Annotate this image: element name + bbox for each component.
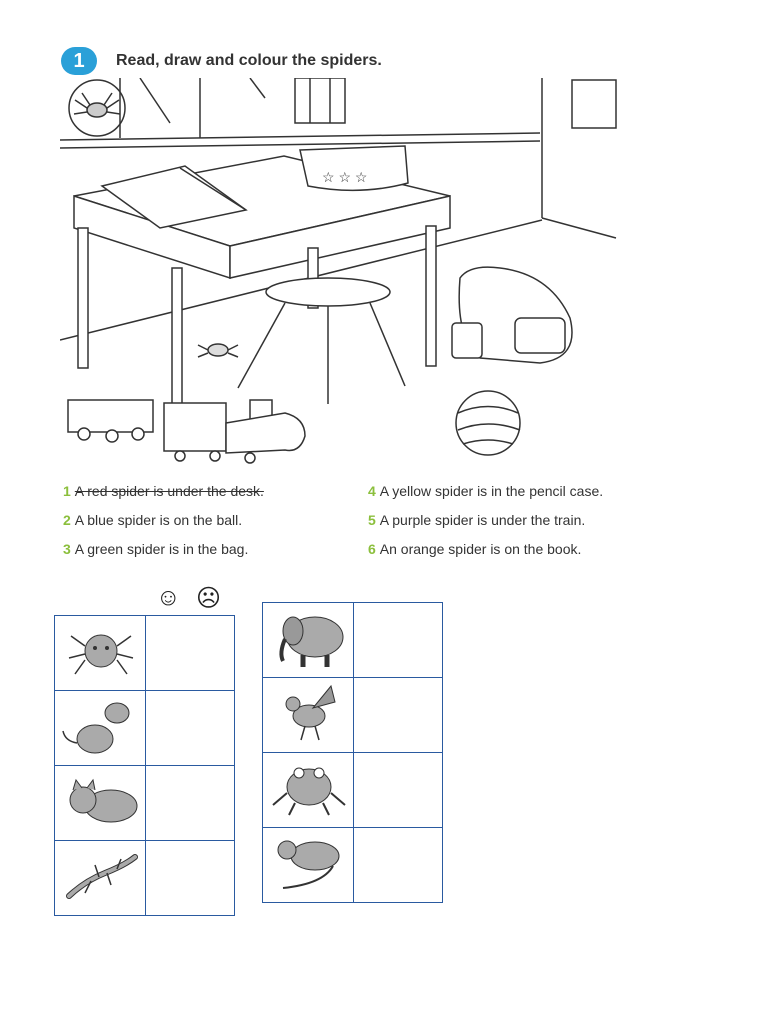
animals-table-right — [262, 602, 443, 903]
happy-face-icon: ☺ — [156, 584, 181, 611]
table-row — [263, 828, 443, 903]
bag-drawing — [452, 267, 572, 363]
sentence-number: 6 — [368, 541, 376, 557]
elephant-picture-cell — [263, 603, 354, 678]
animals-table-left — [54, 615, 235, 916]
sentence-3 — [63, 541, 248, 557]
table-row — [55, 766, 235, 841]
lizard-picture-cell — [55, 841, 146, 916]
bird-icon — [263, 678, 353, 747]
sentence-number: 5 — [368, 512, 376, 528]
table-row — [55, 616, 235, 691]
sentence-text: A blue spider is on the ball. — [74, 512, 243, 528]
stool-drawing — [238, 278, 405, 404]
dog-picture-cell — [55, 691, 146, 766]
spider-icon — [55, 616, 145, 685]
frog-picture-cell — [263, 753, 354, 828]
frog-icon — [263, 753, 353, 822]
sentence-number: 2 — [63, 512, 71, 528]
sentence-6 — [368, 541, 581, 557]
dog-icon — [55, 691, 145, 760]
cat-icon — [55, 766, 145, 835]
sad-face-icon: ☹ — [196, 585, 222, 612]
answer-cell[interactable] — [146, 616, 235, 691]
sentence-number: 3 — [63, 541, 71, 557]
answer-cell[interactable] — [354, 603, 443, 678]
table-row — [55, 841, 235, 916]
answer-cell[interactable] — [146, 691, 235, 766]
spider-picture-cell — [55, 616, 146, 691]
rat-picture-cell — [263, 828, 354, 903]
sentence-number: 1 — [63, 483, 71, 499]
spider-circle-icon — [69, 80, 125, 136]
task-number-badge: 1 — [61, 47, 97, 75]
table-row — [55, 691, 235, 766]
sentence-2 — [63, 512, 242, 528]
sentence-text: A green spider is in the bag. — [74, 541, 249, 557]
answer-cell[interactable] — [354, 828, 443, 903]
pencil-case-drawing — [300, 146, 408, 190]
room-illustration — [60, 78, 620, 470]
table-row — [263, 603, 443, 678]
bird-picture-cell — [263, 678, 354, 753]
lizard-icon — [55, 841, 145, 910]
sentence-5 — [368, 512, 585, 528]
sentence-1 — [63, 483, 264, 499]
answer-cell[interactable] — [146, 766, 235, 841]
answer-cell[interactable] — [146, 841, 235, 916]
elephant-icon — [263, 603, 353, 672]
table-row — [263, 678, 443, 753]
sentence-4 — [368, 483, 603, 499]
train-drawing — [68, 400, 305, 463]
cat-picture-cell — [55, 766, 146, 841]
rat-icon — [263, 828, 353, 897]
table-row — [263, 753, 443, 828]
answer-cell[interactable] — [354, 753, 443, 828]
sentence-number: 4 — [368, 483, 376, 499]
sentence-text: A purple spider is under the train. — [379, 512, 586, 528]
task-title: Read, draw and colour the spiders. — [116, 52, 382, 69]
red-spider-drawing — [198, 344, 238, 357]
svg-text:☆ ☆ ☆: ☆ ☆ ☆ — [322, 169, 368, 185]
ball-drawing — [456, 391, 520, 455]
sentence-text: A red spider is under the desk. — [74, 483, 264, 499]
answer-cell[interactable] — [354, 678, 443, 753]
sentence-text: A yellow spider is in the pencil case. — [379, 483, 604, 499]
sentence-text: An orange spider is on the book. — [379, 541, 582, 557]
